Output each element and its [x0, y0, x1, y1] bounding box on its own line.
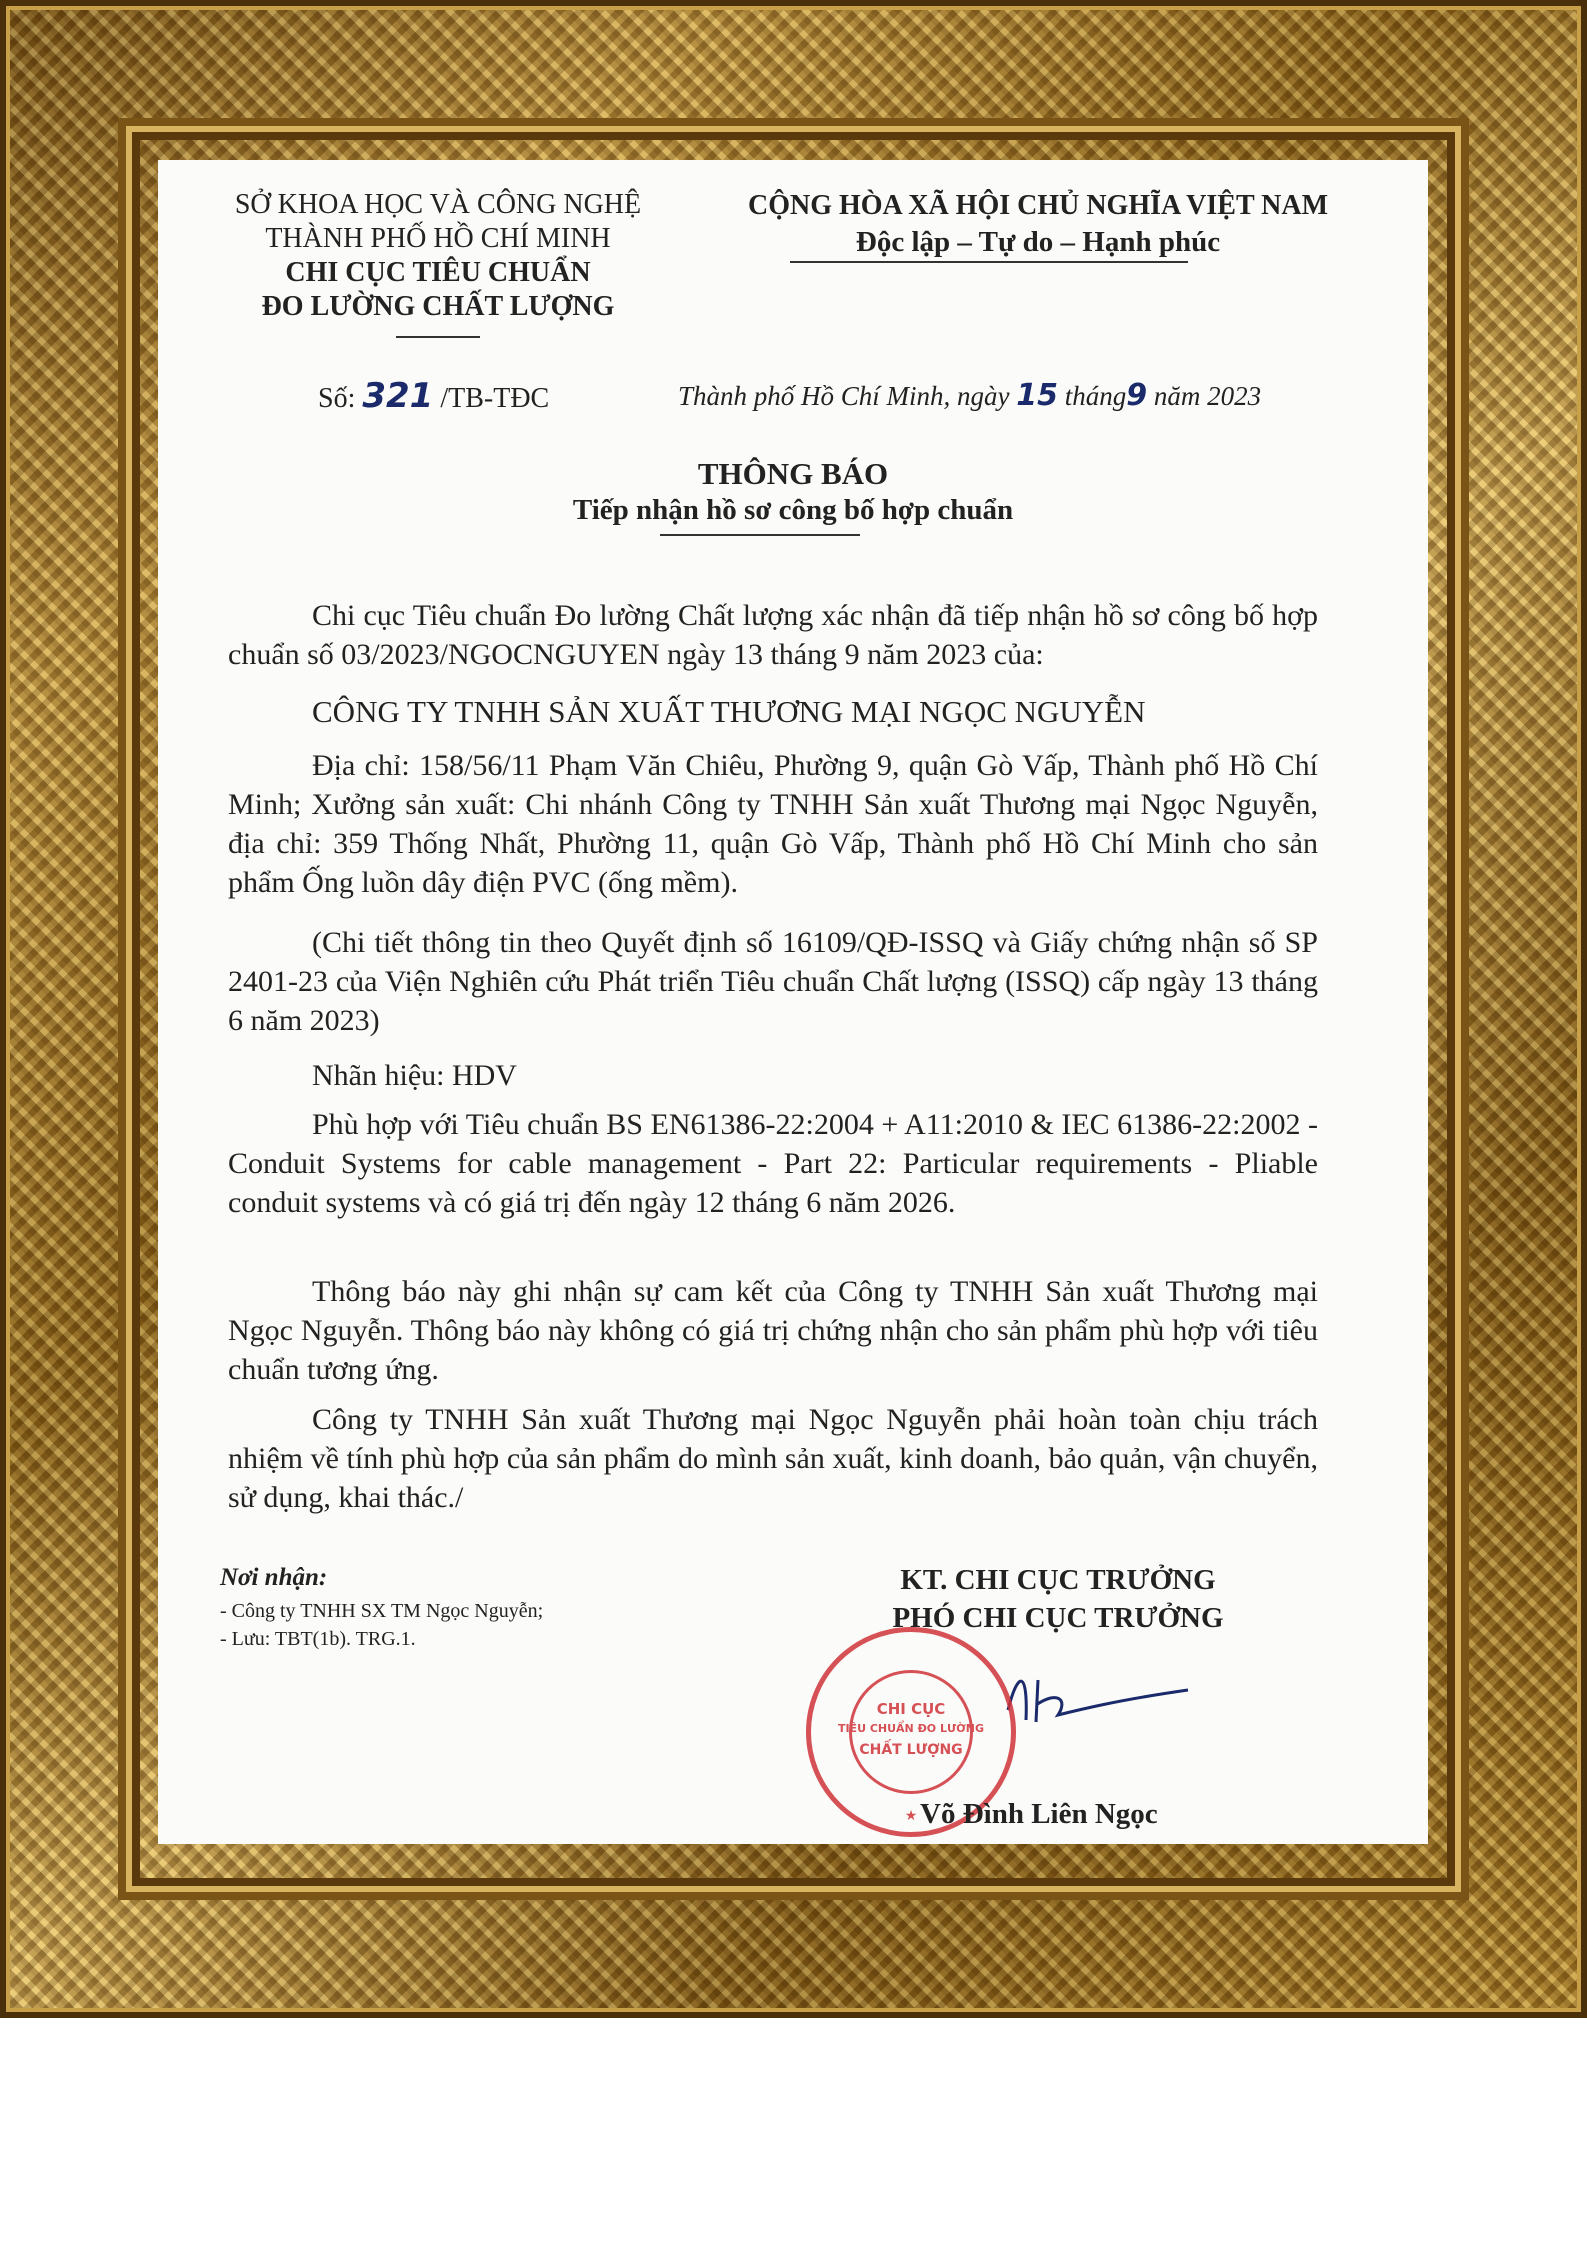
body-paragraph-responsibility: Công ty TNHH Sản xuất Thương mại Ngọc Nguyễn phải hoàn toàn chịu trách nhiệm về tính phù hợp của sản phẩm do mình sản xuất, kinh doanh, bảo quản, vận chuyển, sử dụng, khai thác./: [228, 1403, 1318, 1514]
document-number: [318, 376, 549, 416]
date-month-label: tháng: [1064, 381, 1127, 411]
signature-title-1: KT. CHI CỤC TRƯỞNG: [900, 1564, 1216, 1596]
seal-text-1: CHI CỤC: [876, 1700, 946, 1718]
date-year: năm 2023: [1153, 381, 1262, 411]
notice-document: [158, 160, 1428, 1844]
doc-number-suffix: /TB-TĐC: [440, 383, 550, 414]
agency-city: THÀNH PHỐ HỒ CHÍ MINH: [265, 223, 611, 254]
notice-title: THÔNG BÁO: [697, 456, 889, 491]
body-paragraph-intro: Chi cục Tiêu chuẩn Đo lường Chất lượng xác nhận đã tiếp nhận hồ sơ công bố hợp chuẩn số 03/2023/NGOCNGUYEN ngày 13 tháng 9 năm 2023 của:: [228, 599, 1318, 671]
recipient-item: - Công ty TNHH SX TM Ngọc Nguyễn;: [220, 1600, 544, 1622]
subtitle-underline: [660, 534, 860, 536]
agency-underline: [396, 336, 480, 338]
notice-subtitle: Tiếp nhận hồ sơ công bố hợp chuẩn: [572, 494, 1014, 526]
recipients-label: Nơi nhận:: [220, 1564, 328, 1591]
body-paragraph-address: Địa chỉ: 158/56/11 Phạm Văn Chiêu, Phường 9, quận Gò Vấp, Thành phố Hồ Chí Minh; Xưởng sản xuất: Chi nhánh Công ty TNHH Sản xuất Thương mại Ngọc Nguyễn, địa chỉ: 359 Thống Nhất, Phường 11, quận Gò Vấp, Thành phố Hồ Chí Minh cho sản phẩm Ống luồn dây điện PVC (ống mềm).: [228, 749, 1318, 899]
agency-name-1: CHI CỤC TIÊU CHUẨN: [285, 257, 591, 288]
signature-title-2: PHÓ CHI CỤC TRƯỞNG: [892, 1602, 1224, 1634]
date-day-handwritten: 15: [1016, 378, 1059, 413]
signer-name: Võ Đình Liên Ngọc: [920, 1798, 1158, 1830]
national-header: [688, 188, 1388, 260]
recipient-item: - Lưu: TBT(1b). TRG.1.: [220, 1628, 416, 1650]
motto-underline: [790, 261, 1188, 263]
company-name: CÔNG TY TNHH SẢN XUẤT THƯƠNG MẠI NGỌC NGUYỄN: [312, 694, 1146, 729]
agency-name-2: ĐO LƯỜNG CHẤT LƯỢNG: [261, 291, 615, 322]
date-month-handwritten: 9: [1126, 378, 1148, 413]
date-line: [678, 378, 1261, 413]
doc-number-prefix: Số:: [318, 383, 356, 414]
date-place: Thành phố Hồ Chí Minh, ngày: [678, 381, 1010, 411]
agency-parent: SỞ KHOA HỌC VÀ CÔNG NGHỆ: [234, 189, 642, 220]
doc-number-handwritten: 321: [362, 376, 434, 416]
agency-header: [198, 188, 678, 324]
national-name: CỘNG HÒA XÃ HỘI CHỦ NGHĨA VIỆT NAM: [747, 190, 1329, 221]
body-paragraph-brand: Nhãn hiệu: HDV: [312, 1059, 517, 1092]
handwritten-signature: [998, 1660, 1198, 1740]
body-paragraph-standard: Phù hợp với Tiêu chuẩn BS EN61386-22:2004 + A11:2010 & IEC 61386-22:2002 - Conduit Systems for cable management - Part 22: Particular requirements - Pliable conduit systems và có giá trị đến ngày 12 tháng 6 năm 2026.: [228, 1108, 1318, 1219]
body-paragraph-commitment: Thông báo này ghi nhận sự cam kết của Công ty TNHH Sản xuất Thương mại Ngọc Nguyễn. Thông báo này không có giá trị chứng nhận cho sản phẩm phù hợp với tiêu chuẩn tương ứng.: [228, 1275, 1318, 1386]
seal-text-3: CHẤT LƯỢNG: [859, 1742, 963, 1758]
seal-star-icon: ★: [904, 1809, 918, 1824]
seal-text-2: TIÊU CHUẨN ĐO LƯỜNG: [837, 1722, 985, 1735]
national-motto: Độc lập – Tự do – Hạnh phúc: [855, 226, 1221, 258]
body-paragraph-details: (Chi tiết thông tin theo Quyết định số 16109/QĐ-ISSQ và Giấy chứng nhận số SP 2401-23 của Viện Nghiên cứu Phát triển Tiêu chuẩn Chất lượng (ISSQ) cấp ngày 13 tháng 6 năm 2023): [228, 926, 1318, 1037]
